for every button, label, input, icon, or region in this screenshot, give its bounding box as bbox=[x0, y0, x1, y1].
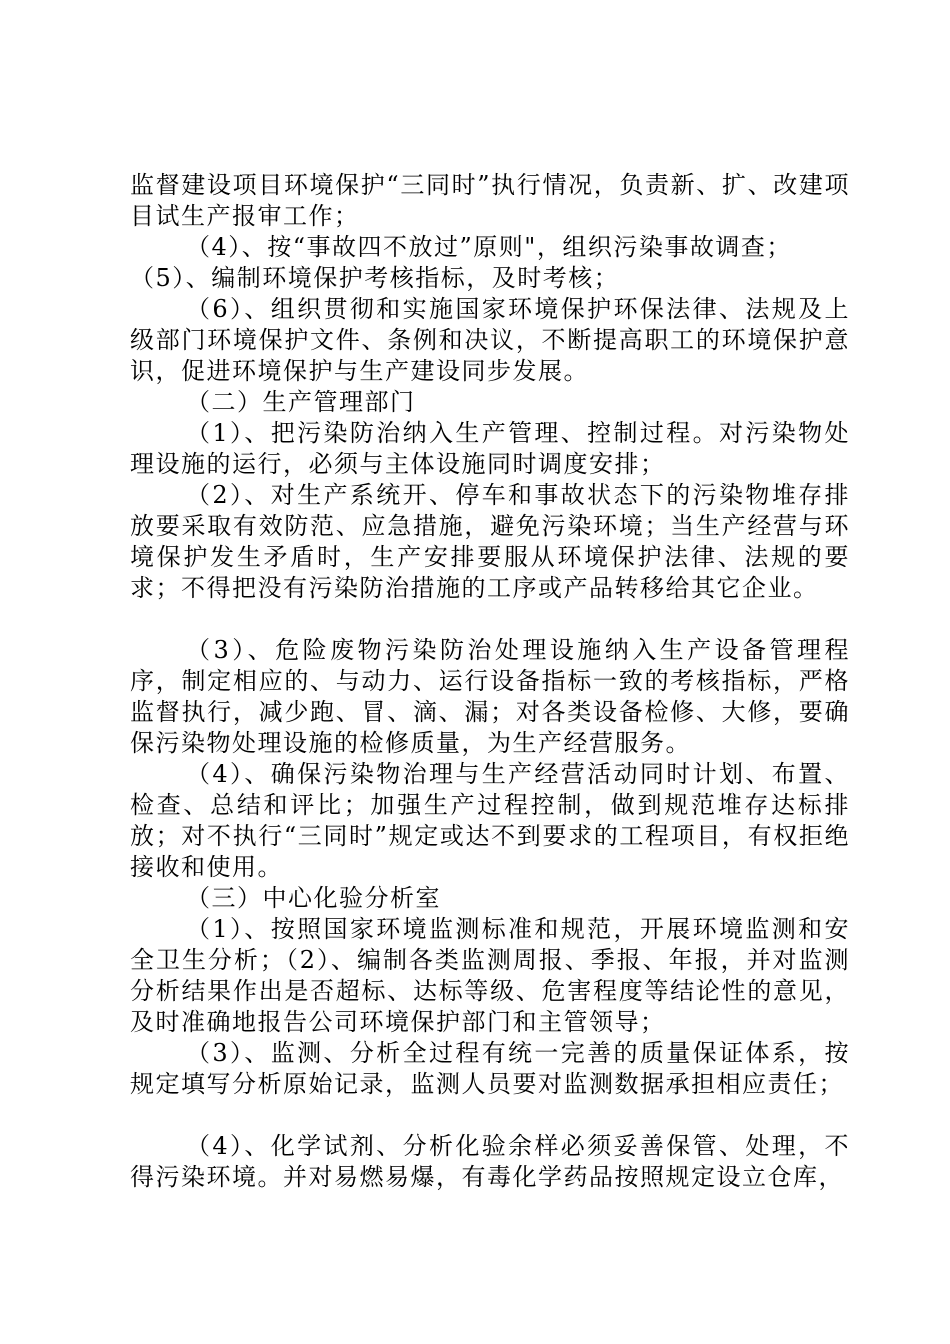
paragraph-9: （1）、按照国家环境监测标准和规范，开展环境监测和安全卫生分析；（2）、编制各类监测周报、季报、年报，并对监测分析结果作出是否超标、达标等级、危害程度等结论性的意见，及时准确地报告公司环境保护部门和主管领导； bbox=[130, 915, 850, 1036]
section-heading-production: （二）生产管理部门 bbox=[186, 388, 416, 416]
paragraph-1: 监督建设项目环境保护“三同时”执行情况，负责新、扩、改建项目试生产报审工作； bbox=[130, 171, 850, 230]
paragraph-7: （3）、危险废物污染防治处理设施纳入生产设备管理程序，制定相应的、与动力、运行设备指标一致的考核指标，严格监督执行，减少跑、冒、滴、漏；对各类设备检修、大修，要确保污染物处理设施的检修质量，为生产经营服务。 bbox=[130, 636, 850, 757]
paragraph-gap-2 bbox=[130, 1100, 850, 1131]
paragraph-3: （5）、编制环境保护考核指标，及时考核； bbox=[130, 264, 620, 292]
document-body bbox=[130, 170, 850, 1193]
paragraph-6: （2）、对生产系统开、停车和事故状态下的污染物堆存排放要采取有效防范、应急措施，避免污染环境；当生产经营与环境保护发生矛盾时，生产安排要服从环境保护法律、法规的要求；不得把没有污染防治措施的工序或产品转移给其它企业。 bbox=[130, 481, 850, 602]
paragraph-10: （3）、监测、分析全过程有统一完善的质量保证体系，按规定填写分析原始记录，监测人员要对监测数据承担相应责任； bbox=[130, 1039, 850, 1098]
paragraph-2: （4）、按“事故四不放过”原则"，组织污染事故调查； bbox=[186, 233, 792, 261]
paragraph-11: （4）、化学试剂、分析化验余样必须妥善保管、处理，不得污染环境。并对易燃易爆，有毒化学药品按照规定设立仓库， bbox=[130, 1132, 850, 1191]
paragraph-gap-1 bbox=[130, 604, 850, 635]
section-heading-lab: （三）中心化验分析室 bbox=[186, 884, 441, 912]
paragraph-8: （4）、确保污染物治理与生产经营活动同时计划、布置、检查、总结和评比；加强生产过程控制，做到规范堆存达标排放；对不执行“三同时”规定或达不到要求的工程项目，有权拒绝接收和使用。 bbox=[130, 760, 850, 881]
paragraph-4: （6）、组织贯彻和实施国家环境保护环保法律、法规及上级部门环境保护文件、条例和决议，不断提高职工的环境保护意识，促进环境保护与生产建设同步发展。 bbox=[130, 295, 850, 385]
paragraph-5: （1）、把污染防治纳入生产管理、控制过程。对污染物处理设施的运行，必须与主体设施同时调度安排； bbox=[130, 419, 850, 478]
